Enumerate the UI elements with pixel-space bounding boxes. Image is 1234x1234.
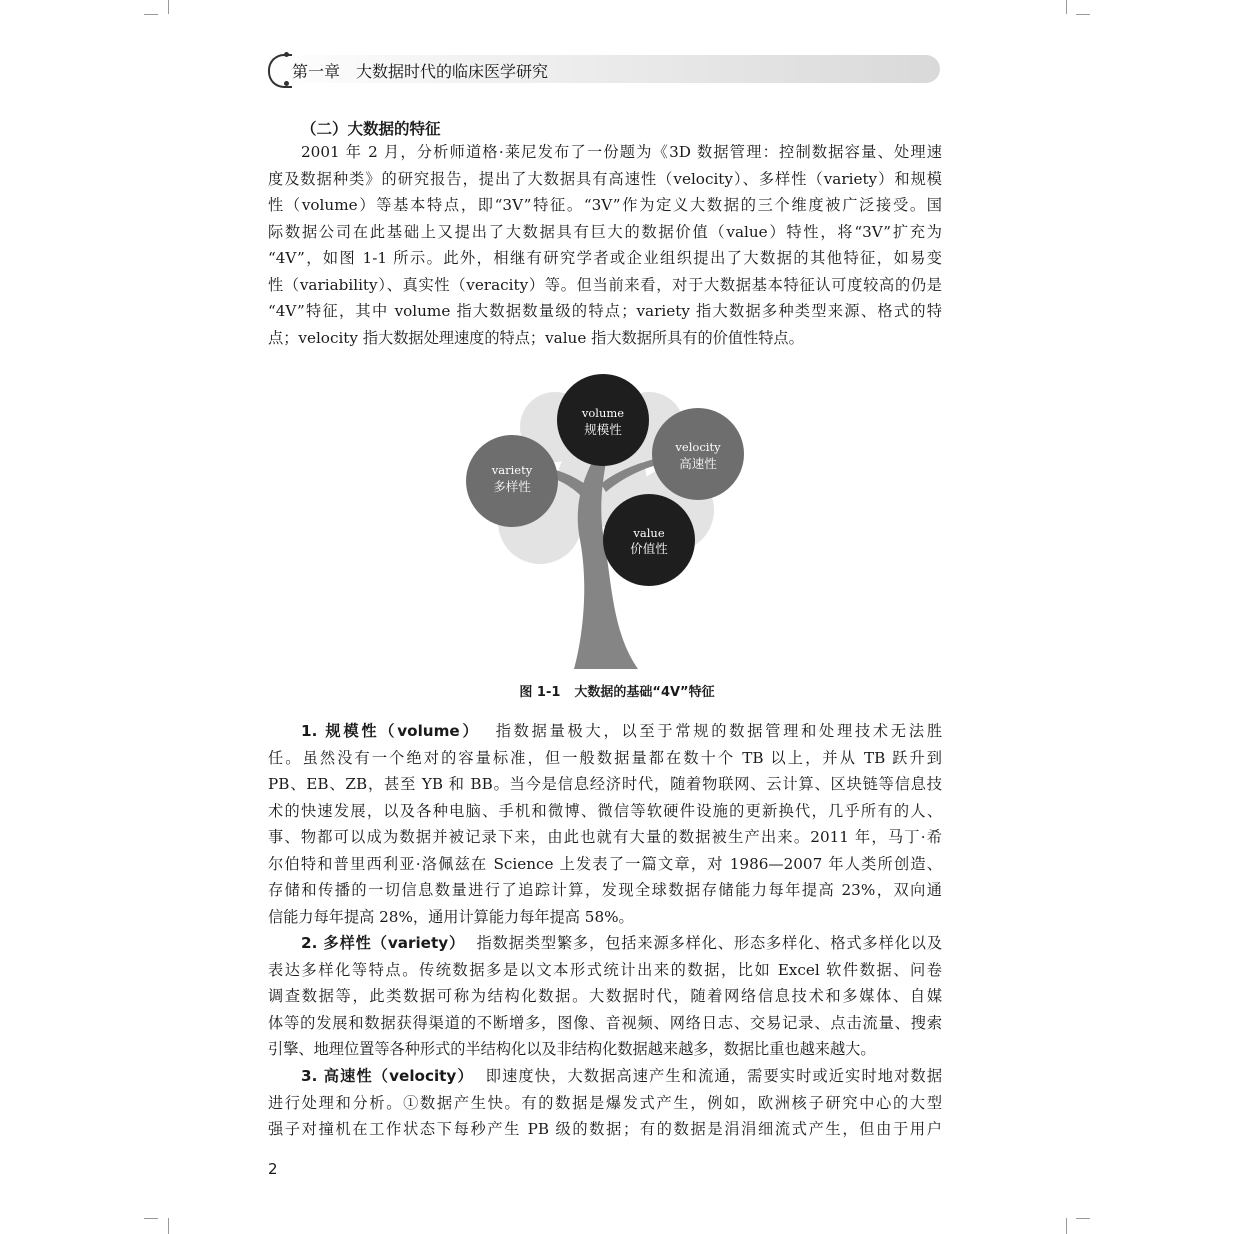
- figure-caption: [0, 681, 1234, 700]
- text-line: PB、EB、ZB，甚至 YB 和 BB。当今是信息经济时代，随着物联网、云计算、区块链等信息技: [268, 775, 942, 793]
- running-header-title: [292, 59, 548, 82]
- page-number: 2: [268, 1160, 278, 1178]
- text-line: 体等的发展和数据获得渠道的不断增多，图像、音视频、网络日志、交易记录、点击流量、搜索: [268, 1013, 942, 1032]
- velocity-circle: [652, 408, 744, 500]
- text-line: 性（volume）等基本特点，即“3V”特征。“3V”作为定义大数据的三个维度被广泛接受。国: [268, 196, 942, 214]
- text-line: 事、物都可以成为数据并被记录下来，由此也就有大量的数据被生产出来。2011 年，马丁·希: [268, 828, 942, 846]
- crop-mark: [168, 0, 169, 14]
- crop-mark: [1066, 1218, 1067, 1234]
- paragraph-first-line: 指数据量极大，以至于常规的数据管理和处理技术无法胜: [495, 722, 942, 740]
- text-line: 进行处理和分析。①数据产生快。有的数据是爆发式产生，例如，欧洲核子研究中心的大型: [268, 1093, 942, 1112]
- paragraph-lead-volume: 1. 规模性（volume）: [301, 722, 481, 740]
- text-line: 强子对撞机在工作状态下每秒产生 PB 级的数据；有的数据是涓涓细流式产生，但由于用户: [268, 1120, 942, 1138]
- text-line: 引擎、地理位置等各种形式的半结构化以及非结构化数据越来越多，数据比重也越来越大。: [268, 1040, 876, 1058]
- text-line: 存储和传播的一切信息数量进行了追踪计算，发现全球数据存储能力每年提高 23%，双向通: [268, 881, 942, 899]
- crop-mark: [168, 1218, 169, 1234]
- paragraph-volume: [268, 718, 942, 930]
- figure-caption-label: 图 1-1: [519, 685, 561, 700]
- header-ornament-dot: [284, 81, 289, 86]
- text-line: 任。虽然没有一个绝对的容量标准，但一般数据量都在数十个 TB 以上，并从 TB 跃升到: [268, 748, 942, 767]
- crop-mark: [1076, 14, 1090, 15]
- figure-caption-text: 大数据的基础“4V”特征: [574, 685, 715, 700]
- text-line: 调查数据等，此类数据可称为结构化数据。大数据时代，随着网络信息技术和多媒体、自媒: [268, 987, 942, 1005]
- text-line: 术的快速发展，以及各种电脑、手机和微博、微信等软硬件设施的更新换代，几乎所有的人、: [268, 801, 942, 820]
- text-line: “4V”特征，其中 volume 指大数据数量级的特点；variety 指大数据多种类型来源、格式的特: [268, 302, 942, 320]
- text-line: 2001 年 2 月，分析师道格·莱尼发布了一份题为《3D 数据管理：控制数据容量、处理速: [301, 143, 942, 161]
- paragraph-lead-velocity: 3. 高速性（velocity）: [301, 1067, 474, 1085]
- paragraph-lead-variety: 2. 多样性（variety）: [301, 934, 466, 952]
- variety-label-zh: 多样性: [493, 479, 531, 494]
- text-line: 尔伯特和普里西利亚·洛佩兹在 Science 上发表了一篇文章，对 1986—2007 年人类所创造、: [268, 854, 942, 873]
- text-line: “4V”，如图 1-1 所示。此外，相继有研究学者或企业组织提出了大数据的其他特征，如易变: [268, 249, 942, 267]
- text-line: 性（variability）、真实性（veracity）等。但当前来看，对于大数据基本特征认可度较高的仍是: [268, 275, 942, 294]
- text-line: [268, 930, 942, 957]
- section-heading: （二）大数据的特征: [301, 120, 441, 138]
- velocity-label-zh: 高速性: [679, 456, 717, 471]
- value-label-en: value: [633, 526, 665, 540]
- text-line: 表达多样化等特点。传统数据多是以文本形式统计出来的数据，比如 Excel 软件数据、问卷: [268, 960, 942, 979]
- paragraph-first-line: 即速度快，大数据高速产生和流通，需要实时或近实时地对数据: [485, 1067, 942, 1085]
- crop-mark: [144, 14, 158, 15]
- volume-label-en: volume: [581, 406, 625, 420]
- volume-circle: [557, 374, 649, 466]
- crop-mark: [144, 1218, 158, 1219]
- velocity-label-en: velocity: [675, 440, 721, 454]
- chapter-number: 第一章: [292, 62, 341, 81]
- volume-label-zh: 规模性: [584, 422, 622, 437]
- text-line: 际数据公司在此基础上又提出了大数据具有巨大的数据价值（value）特性，将“3V”扩充为: [268, 222, 942, 241]
- intro-paragraph: [268, 139, 942, 351]
- figure-4v-tree: [462, 372, 752, 672]
- value-circle: [603, 494, 695, 586]
- header-ornament-dot: [284, 52, 289, 57]
- paragraph-variety: [268, 930, 942, 1063]
- text-line: 信能力每年提高 28%，通用计算能力每年提高 58%。: [268, 907, 634, 926]
- text-line: [268, 718, 942, 745]
- chapter-title: 大数据时代的临床医学研究: [356, 62, 549, 81]
- text-line: 度及数据种类》的研究报告，提出了大数据具有高速性（velocity）、多样性（variety）和规模: [268, 169, 942, 188]
- crop-mark: [1076, 1218, 1090, 1219]
- text-line: [268, 1063, 942, 1090]
- text-line: 点；velocity 指大数据处理速度的特点；value 指大数据所具有的价值性特点。: [268, 328, 804, 347]
- variety-label-en: variety: [491, 463, 533, 477]
- crop-mark: [1066, 0, 1067, 14]
- paragraph-first-line: 指数据类型繁多，包括来源多样化、形态多样化、格式多样化以及: [476, 934, 942, 952]
- value-label-zh: 价值性: [630, 541, 668, 556]
- paragraph-velocity: [268, 1063, 942, 1143]
